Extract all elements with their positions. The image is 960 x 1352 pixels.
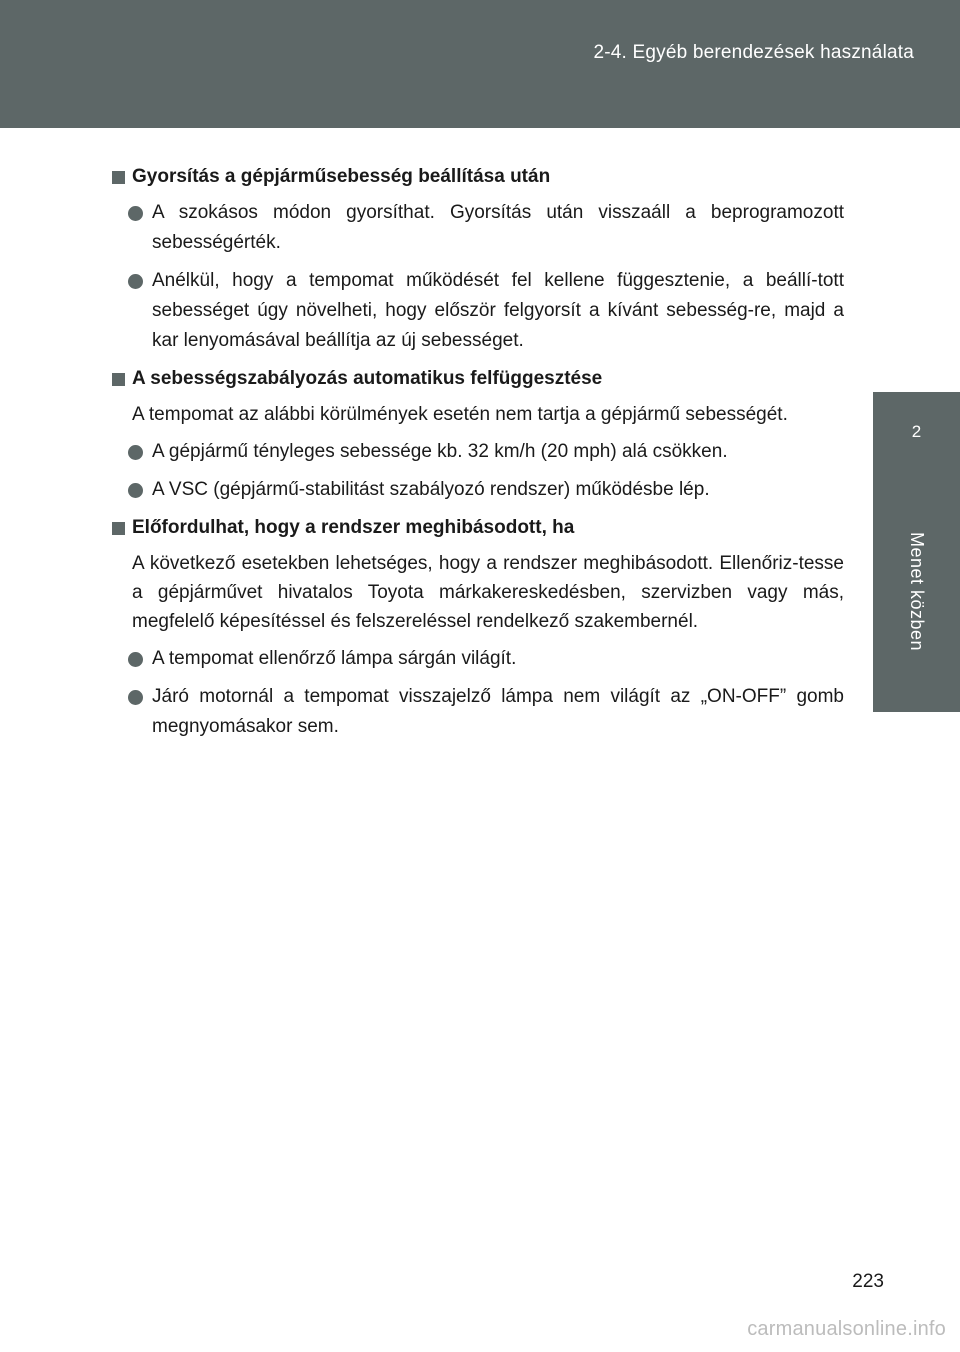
chapter-title: 2-4. Egyéb berendezések használata: [593, 42, 914, 63]
section-intro: A tempomat az alábbi körülmények esetén nem tartja a gépjármű sebességét.: [132, 404, 788, 425]
list-item: Anélkül, hogy a tempomat működését fel kellene függesztenie, a beállí-tott sebességet úgy növelheti, hogy először felgyorsít a kívánt sebesség-re, majd a kar lenyomásával beállítja az új sebességet.: [112, 266, 844, 356]
page-content: [112, 162, 844, 750]
list-item: A gépjármű tényleges sebessége kb. 32 km/h (20 mph) alá csökken.: [112, 437, 844, 467]
circle-bullet-icon: [128, 274, 143, 289]
circle-bullet-icon: [128, 652, 143, 667]
section-heading: A sebességszabályozás automatikus felfüggesztése: [112, 364, 844, 394]
square-bullet-icon: [112, 373, 125, 386]
page-header: [0, 0, 960, 128]
page-number: 223: [852, 1271, 884, 1292]
circle-bullet-icon: [128, 483, 143, 498]
side-tab-label: Menet közben: [907, 532, 927, 652]
side-tab-number: 2: [873, 392, 960, 472]
list-item: A VSC (gépjármű-stabilitást szabályozó rendszer) működésbe lép.: [112, 475, 844, 505]
section-acceleration: [112, 162, 844, 356]
section-heading: Előfordulhat, hogy a rendszer meghibásodott, ha: [112, 513, 844, 543]
circle-bullet-icon: [128, 206, 143, 221]
list-item: A szokásos módon gyorsíthat. Gyorsítás után visszaáll a beprogramozott sebességérték.: [112, 198, 844, 258]
side-tab: [873, 472, 960, 712]
square-bullet-icon: [112, 171, 125, 184]
section-intro: A következő esetekben lehetséges, hogy a rendszer meghibásodott. Ellenőriz-tesse a gépjárművet hivatalos Toyota márkakereskedésben, szervizben vagy más, megfelelő képesítéssel és felszereléssel rendelkező szakembernél.: [132, 553, 844, 632]
watermark: carmanualsonline.info: [747, 1318, 946, 1340]
section-auto-cancel: [112, 364, 844, 505]
circle-bullet-icon: [128, 445, 143, 460]
circle-bullet-icon: [128, 690, 143, 705]
list-item: Járó motornál a tempomat visszajelző lámpa nem világít az „ON-OFF” gomb megnyomásakor sem.: [112, 682, 844, 742]
section-heading: Gyorsítás a gépjárműsebesség beállítása után: [112, 162, 844, 192]
square-bullet-icon: [112, 522, 125, 535]
section-malfunction: [112, 513, 844, 742]
list-item: A tempomat ellenőrző lámpa sárgán világít.: [112, 644, 844, 674]
